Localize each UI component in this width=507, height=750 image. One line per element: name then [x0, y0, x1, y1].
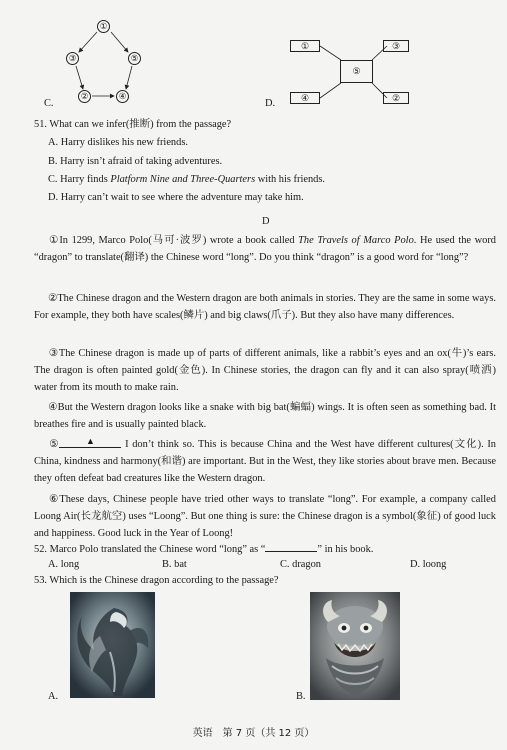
question-51-option-c	[48, 173, 325, 187]
chinese-dragon-picture	[310, 592, 400, 700]
blank-marker: ▲	[85, 436, 95, 446]
diagram-c-node-2: ②	[78, 90, 91, 103]
section-heading: D	[262, 216, 270, 227]
western-dragon-picture	[70, 592, 155, 698]
question-51: 51. What can we infer(推断) from the passage?	[34, 119, 232, 130]
book-title: The Travels of Marco Polo	[298, 235, 414, 246]
paragraph-6-text: ⑥These days, Chinese people have tried other ways to translate “long”. For example, a company called Loong Air(长龙航空) uses “Loong”. But one thing is sure: the Chinese dragon is a symbol(象征) of good luck and happiness. Good luck in the Year of Loong!	[34, 494, 496, 540]
paragraph-1-text-a: ①In 1299, Marco Polo(马可·波罗) wrote a book called	[48, 235, 299, 246]
question-52-option-c: C. dragon	[280, 559, 321, 570]
question-53-option-b: B.	[296, 691, 306, 702]
option-c-text: C. Harry finds	[48, 174, 111, 185]
paragraph-4	[34, 399, 496, 433]
question-52-blank	[265, 540, 317, 552]
question-53: 53. Which is the Chinese dragon according to the passage?	[34, 575, 279, 586]
paragraph-4-text: ④But the Western dragon looks like a snake with big bat(蝙蝠) wings. It is often seen as something bad. It breathes fire and is usually painted black.	[34, 402, 496, 431]
question-52	[34, 540, 373, 557]
paragraph-1	[34, 232, 496, 266]
diagram-c-node-4: ④	[116, 90, 129, 103]
question-52-text-b: ” in his book.	[317, 544, 374, 555]
question-52-option-a: A. long	[48, 559, 80, 570]
paragraph-5-blank	[59, 436, 121, 448]
paragraph-1-text-b: . He used the word “dragon” to translate(翻译) the Chinese word “long”. Do you think “dragon” is a good word for “long”?	[34, 235, 496, 264]
paragraph-5-number: ⑤	[48, 439, 60, 450]
question-51-option-d: D. Harry can’t wait to see where the adventure may take him.	[48, 192, 304, 203]
diagram-d-node-1: ①	[290, 40, 320, 52]
diagram-c-node-3: ③	[66, 52, 79, 65]
paragraph-2-text: ②The Chinese dragon and the Western dragon are both animals in stories. They are the same in some ways. For example, they both have scales(鳞片) and big claws(爪子). But they also have many differences.	[34, 293, 496, 322]
question-52-option-b: B. bat	[162, 559, 187, 570]
question-52-option-d: D. loong	[410, 559, 447, 570]
paragraph-5-text: I don’t think so. This is because China and the West have different cultures(文化). In China, kindness and harmony(和谐) are important. But in the West, they like stories about brave men. Because they often defeat bad creatures like the Western dragon.	[34, 439, 496, 485]
chinese-dragon-image	[310, 592, 400, 700]
diagram-c-node-1: ①	[97, 20, 110, 33]
diagram-c	[44, 12, 164, 110]
option-c-tail: with his friends.	[255, 174, 325, 185]
question-51-option-a: A. Harry dislikes his new friends.	[48, 137, 188, 148]
question-51-option-b: B. Harry isn’t afraid of taking adventures.	[48, 156, 223, 167]
western-dragon-image	[70, 592, 155, 698]
paragraph-2	[34, 290, 496, 324]
question-53-option-a: A.	[48, 691, 59, 702]
paragraph-3	[34, 345, 496, 397]
diagram-d	[262, 30, 412, 110]
diagram-d-label: D.	[265, 98, 276, 109]
diagram-d-node-3: ③	[383, 40, 409, 52]
page-footer: 英语 第 7 页（共 12 页）	[192, 728, 315, 739]
paragraph-5	[34, 436, 496, 488]
option-c-italic-title: Platform Nine and Three-Quarters	[110, 174, 256, 185]
diagram-d-node-5: ⑤	[340, 60, 373, 83]
diagram-c-label: C.	[44, 98, 54, 109]
diagram-d-node-4: ④	[290, 92, 320, 104]
paragraph-3-text: ③The Chinese dragon is made up of parts of different animals, like a rabbit’s eyes and an ox(牛)’s ears. The dragon is often painted gold(金色). In Chinese stories, the dragon can fly and it can also spray(喷洒) water from its mouth to make rain.	[34, 348, 496, 394]
paragraph-6	[34, 491, 496, 543]
diagram-c-node-5: ⑤	[128, 52, 141, 65]
question-52-text-a: 52. Marco Polo translated the Chinese word “long” as “	[34, 544, 266, 555]
diagram-d-node-2: ②	[383, 92, 409, 104]
